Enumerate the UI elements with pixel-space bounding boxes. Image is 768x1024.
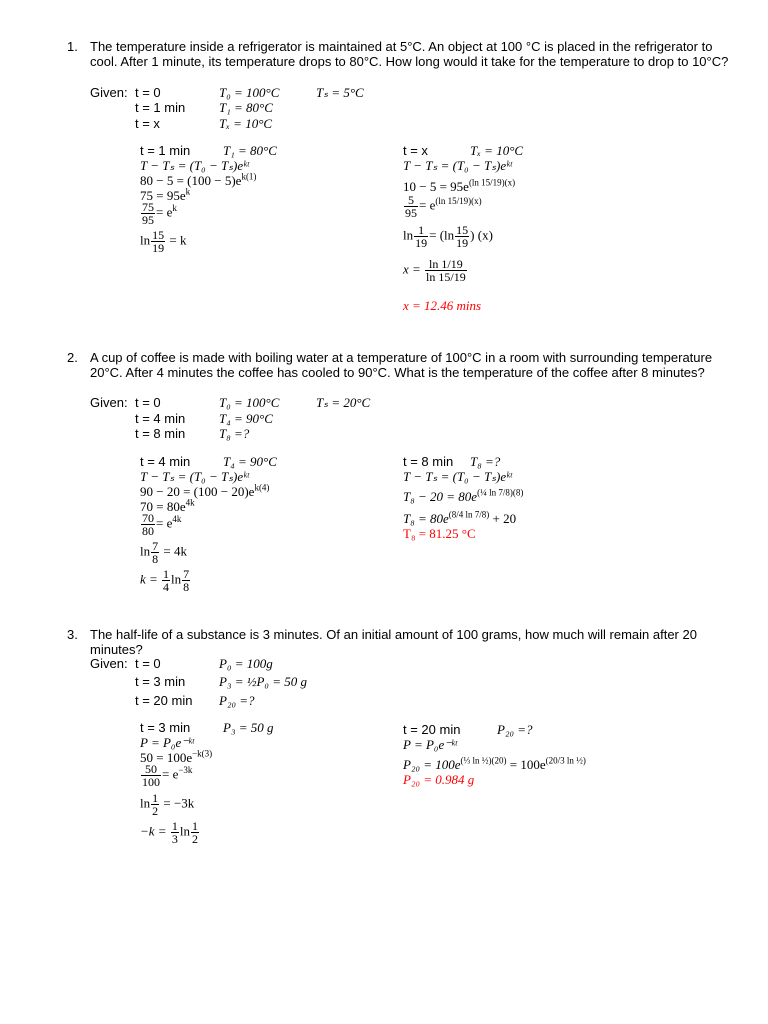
step: $T_8 - 20 = 80e^{(\frac{1}{4} ln 7/8)(8)}$	[403, 487, 524, 504]
given-T4: T₄ = 90°C	[219, 411, 273, 426]
given-T0: T₀ = 100°C	[219, 395, 280, 410]
given-label: Given:	[90, 395, 128, 410]
given-t: t = 4 min	[135, 411, 186, 426]
step: $75 = 95e^k$	[140, 186, 191, 203]
step: $80 - 5 = (100 - 5)e^{k(1)}$	[140, 171, 257, 188]
given-label: Given:	[90, 656, 128, 671]
given-t: t = 0	[135, 656, 161, 671]
step: $50 = 100e^{-k(3)}$	[140, 748, 213, 765]
given-P0: P₀ = 100g	[219, 656, 273, 671]
step-fraction: $\frac{75}{95}$ = $e^k$	[142, 200, 177, 227]
answer: x = 12.46 mins	[403, 298, 482, 313]
given-t: t = 0	[135, 85, 161, 100]
problem-text: The half-life of a substance is 3 minutes. Of an initial amount of 100 grams, how much will remain after 20 minutes?	[90, 627, 697, 657]
step-formula: T − Tₛ = (T₀ − Tₛ)eᵏᵗ	[140, 158, 249, 173]
step-formula: T − Tₛ = (T₀ − Tₛ)eᵏᵗ	[403, 158, 512, 173]
step: P₃ = 50 g	[223, 720, 274, 735]
step: t = x	[403, 143, 428, 158]
given-Ts: Tₛ = 20°C	[316, 395, 371, 410]
given-t: t = 3 min	[135, 674, 186, 689]
given-t: t = 8 min	[135, 426, 186, 441]
step-formula: T − Tₛ = (T₀ − Tₛ)eᵏᵗ	[140, 469, 249, 484]
given-P3: P₃ = ½P₀ = 50 g	[219, 674, 307, 689]
answer: T₈ = 81.25 °C	[403, 526, 476, 541]
problem-text: A cup of coffee is made with boiling water at a temperature of 100°C in a room with surrounding temperature 20°C. After 4 minutes the coffee has cooled to 90°C. What is the temperature of the coffee after 8 minutes?	[90, 350, 713, 380]
step-fraction: $\frac{5}{95}$ = $e^{(ln 15/19)(x)}$	[405, 193, 482, 220]
given-t: t = 20 min	[135, 693, 193, 708]
given-t: t = x	[135, 116, 160, 131]
step-fraction: x = $\frac{\ln 1/19}{\ln 15/19}$	[403, 257, 466, 284]
problem-number: 1.	[67, 39, 78, 54]
step: Tₓ = 10°C	[470, 143, 524, 158]
given-P20: P₂₀ =?	[219, 693, 255, 708]
step: t = 8 min	[403, 454, 454, 469]
step-fraction: ln $\frac{15}{19}$ = k	[140, 228, 187, 255]
given-T1: T₁ = 80°C	[219, 100, 273, 115]
problem-number: 2.	[67, 350, 78, 365]
problem-number: 3.	[67, 627, 78, 642]
step: $70 = 80e^{4k}$	[140, 497, 195, 514]
step-fraction: $\frac{50}{100}$ = $e^{-3k}$	[142, 762, 193, 789]
given-Ts: Tₛ = 5°C	[316, 85, 364, 100]
given-Tx: Tₓ = 10°C	[219, 116, 273, 131]
given-T8: T₈ =?	[219, 426, 250, 441]
given-t: t = 1 min	[135, 100, 186, 115]
step-fraction: $\frac{70}{80}$ = $e^{4k}$	[142, 511, 182, 538]
problem-text: The temperature inside a refrigerator is maintained at 5°C. An object at 100 °C is placed in the refrigerator to cool. After 1 minute, its temperature drops to 80°C. How long would it take for the temperature to drop to 10°C?	[90, 39, 729, 69]
answer: P₂₀ = 0.984 g	[403, 772, 475, 787]
step-fraction: −k = $\frac{1}{3}$ ln $\frac{1}{2}$	[140, 819, 198, 846]
step: $P_{20} = 100e^{(\frac{1}{3} ln \frac{1}{2})(20)} = 100e^{(20/3 ln \frac{1}{2})}$	[403, 755, 586, 772]
step: $T_8 = 80e^{(8/4 ln 7/8)} + 20$	[403, 509, 517, 526]
given-t: t = 0	[135, 395, 161, 410]
given-T0: T₀ = 100°C	[219, 85, 280, 100]
step: $90 - 20 = (100 - 20)e^{k(4)}$	[140, 482, 270, 499]
step-formula: P = P₀e⁻ᵏᵗ	[140, 735, 194, 750]
step: t = 4 min	[140, 454, 191, 469]
step-fraction: ln $\frac{1}{19}$ = (ln $\frac{15}{19}$ ) (x)	[403, 223, 493, 250]
step: T₄ = 90°C	[223, 454, 277, 469]
given-label: Given:	[90, 85, 128, 100]
step: $10 - 5 = 95e^{(ln 15/19)(x)}$	[403, 177, 516, 194]
step: T₁ = 80°C	[223, 143, 277, 158]
step-fraction: ln $\frac{1}{2}$ = −3k	[140, 791, 195, 818]
step: t = 3 min	[140, 720, 191, 735]
step-formula: T − Tₛ = (T₀ − Tₛ)eᵏᵗ	[403, 469, 512, 484]
step: T₈ =?	[470, 454, 501, 469]
step: P₂₀ =?	[497, 722, 533, 737]
step-fraction: k = $\frac{1}{4}$ ln $\frac{7}{8}$	[140, 567, 190, 594]
step-formula: P = P₀e⁻ᵏᵗ	[403, 737, 457, 752]
step: t = 1 min	[140, 143, 191, 158]
step-fraction: ln $\frac{7}{8}$ = 4k	[140, 539, 187, 566]
step: t = 20 min	[403, 722, 461, 737]
